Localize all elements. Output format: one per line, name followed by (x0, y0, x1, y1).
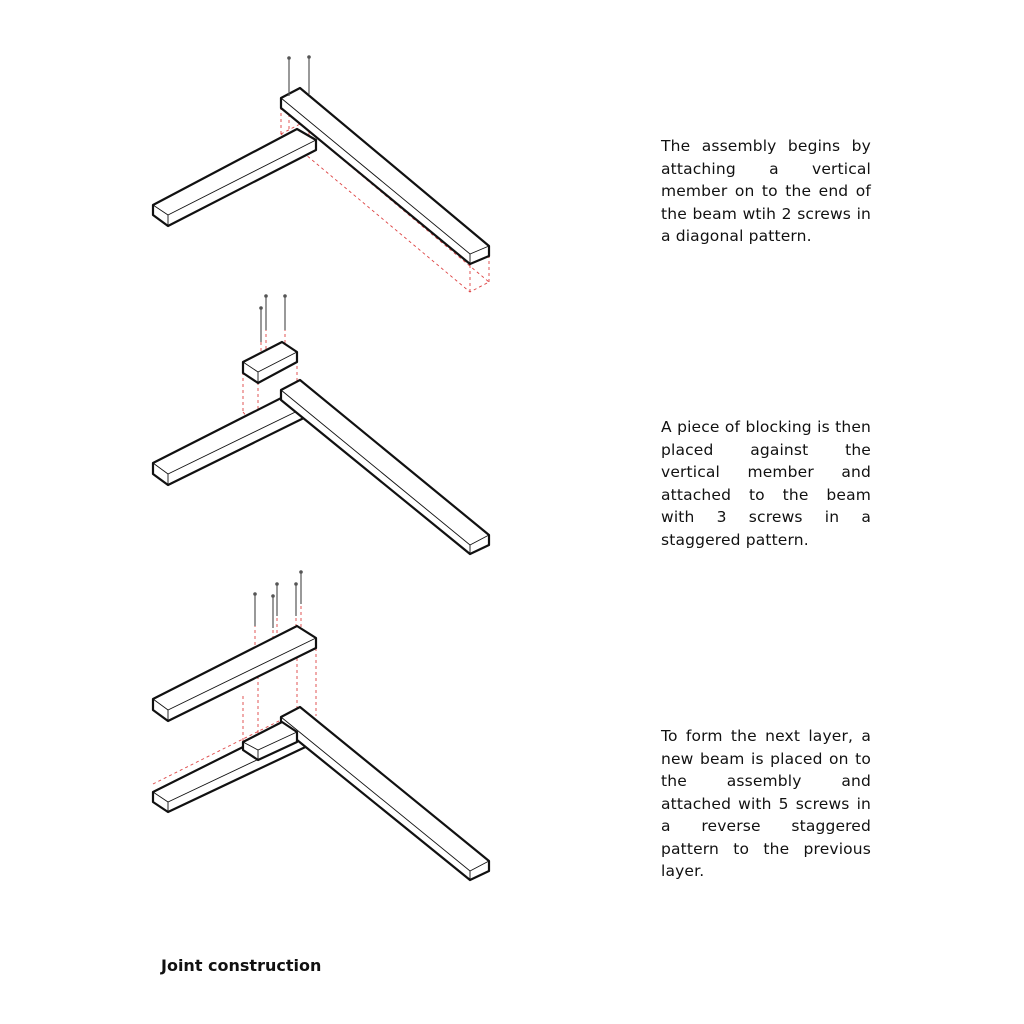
step-2-description: A piece of blocking is then placed against the vertical member and attached to the beam with 3 screws in a staggered pattern. (661, 418, 871, 549)
step-2-drawing (153, 294, 489, 554)
step-3-description: To form the next layer, a new beam is placed on to the assembly and attached with 5 screws in a reverse staggered pattern to the previous layer. (661, 727, 871, 880)
step-3-vertical-member (281, 707, 489, 880)
step-1-beam (153, 129, 316, 226)
screw-head (264, 294, 268, 298)
screw-head (259, 306, 263, 310)
step-3-screws (253, 570, 303, 628)
screw-head (287, 56, 291, 60)
step-1-description: The assembly begins by attaching a vertical member on to the end of the beam wtih 2 screws in a diagonal pattern. (661, 137, 871, 245)
step-3-drawing (153, 570, 489, 880)
screw-head (307, 55, 311, 59)
screw-head (283, 294, 287, 298)
step-2-screws (259, 294, 287, 342)
step-1-vertical-member (281, 88, 489, 264)
screw-head (299, 570, 303, 574)
figure-caption: Joint construction (161, 956, 322, 975)
screw-head (253, 592, 257, 596)
screw-head (275, 582, 279, 586)
step-3-new-beam (153, 626, 316, 721)
screw-head (294, 582, 298, 586)
step-1-drawing (153, 55, 489, 292)
screw-head (271, 594, 275, 598)
step-2-vertical-member (281, 380, 489, 554)
step-2-blocking (243, 342, 297, 383)
